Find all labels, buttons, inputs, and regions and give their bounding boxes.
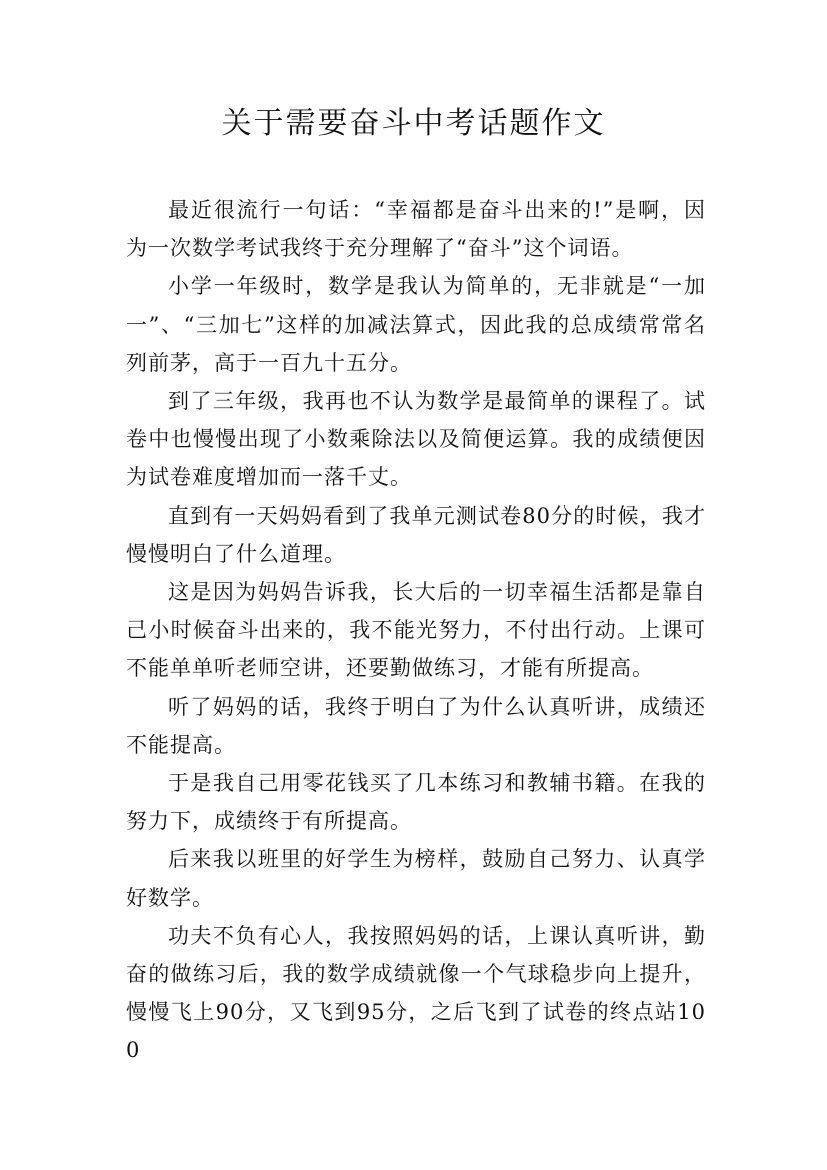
paragraph-4: 直到有一天妈妈看到了我单元测试卷80分的时候，我才慢慢明白了什么道理。	[126, 503, 706, 566]
document-title: 关于需要奋斗中考话题作文	[221, 106, 606, 141]
paragraph-5: 这是因为妈妈告诉我，长大后的一切幸福生活都是靠自己小时候奋斗出来的，我不能光努力，不付出行动。上课可不能单单听老师空讲，还要勤做练习，才能有所提高。	[126, 580, 706, 681]
paragraph-3: 到了三年级，我再也不认为数学是最简单的课程了。试卷中也慢慢出现了小数乘除法以及简便运算。我的成绩便因为试卷难度增加而一落千丈。	[126, 389, 706, 490]
paragraph-6: 听了妈妈的话，我终于明白了为什么认真听讲，成绩还不能提高。	[126, 694, 706, 757]
paragraph-1: 最近很流行一句话：“幸福都是奋斗出来的!”是啊，因为一次数学考试我终于充分理解了“奋斗”这个词语。	[126, 198, 706, 261]
paragraph-8: 后来我以班里的好学生为榜样，鼓励自己努力、认真学好数学。	[126, 847, 706, 910]
document-body	[126, 191, 706, 1070]
paragraph-9: 功夫不负有心人，我按照妈妈的话，上课认真听讲，勤奋的做练习后，我的数学成绩就像一个气球稳步向上提升，慢慢飞上90分，又飞到95分，之后飞到了试卷的终点站100	[126, 923, 706, 1063]
paragraph-7: 于是我自己用零花钱买了几本练习和教辅书籍。在我的努力下，成绩终于有所提高。	[126, 771, 706, 834]
paragraph-2: 小学一年级时，数学是我认为简单的，无非就是“一加一”、“三加七”这样的加减法算式，因此我的总成绩常常名列前茅，高于一百九十五分。	[126, 274, 706, 375]
